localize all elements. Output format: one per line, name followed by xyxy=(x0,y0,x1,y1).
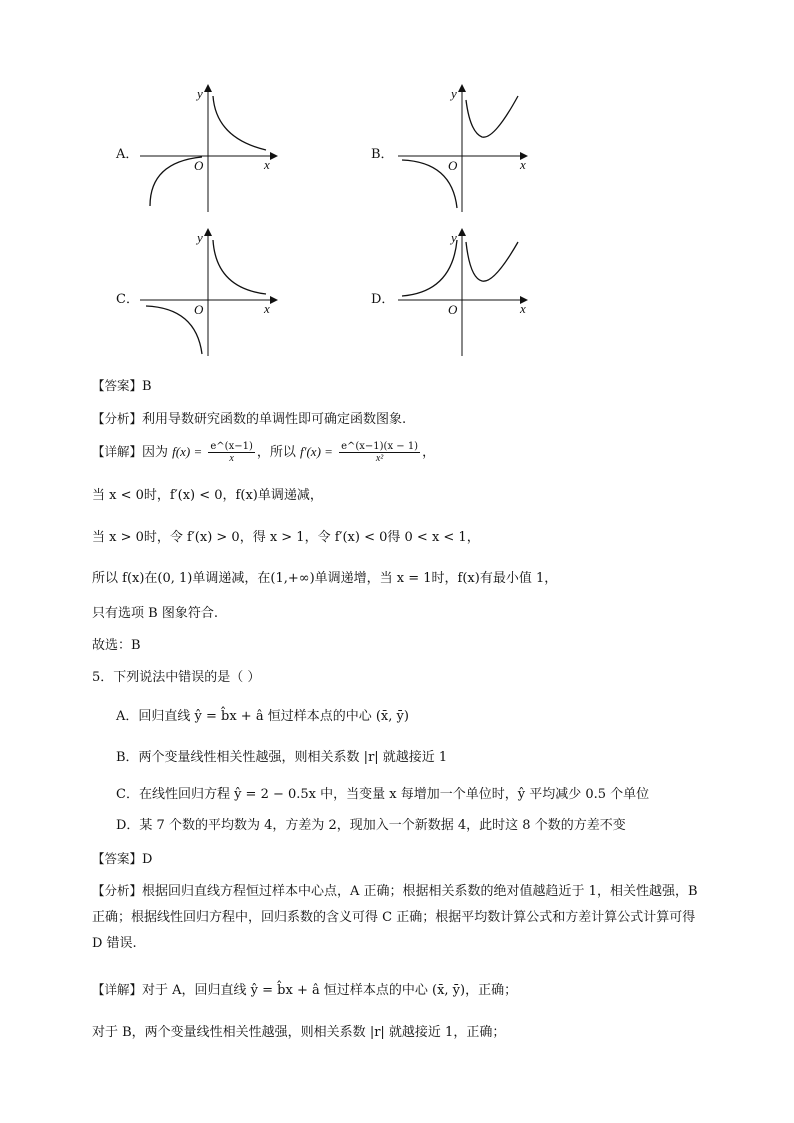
q5-analysis: 【分析】根据回归直线方程恒过样本中心点，A 正确；根据相关系数的绝对值越趋近于 1，相关性越强，B 正确；根据线性回归方程中，回归系数的含义可得 C 正确；根据平均数计算公式和方差计算公式计算可得 D 错误. xyxy=(92,883,698,951)
fraction-f-prime: $\frac{e\^{}(x-1)(x - 1)}{\text{x²}}$ xyxy=(341,441,419,464)
y-axis-arrow xyxy=(204,84,212,92)
y-axis-label: y xyxy=(197,230,203,245)
curve-right-branch xyxy=(466,242,518,281)
q4-detail-line-3: 当 x > 0时，令 f′(x) > 0，得 x > 1，令 f′(x) < 0得 0 < x < 1， xyxy=(92,530,480,545)
option-a-label: A． xyxy=(116,147,139,162)
y-axis-label: y xyxy=(451,86,457,101)
y-axis-arrow xyxy=(458,84,466,92)
q5-stem: 5．下列说法中错误的是（ ） xyxy=(92,670,261,685)
y-axis-arrow xyxy=(458,228,466,236)
option-c-label: C． xyxy=(116,292,139,307)
x-axis-arrow xyxy=(270,296,278,304)
origin-label: O xyxy=(194,158,204,173)
q5-detail-line-2: 对于 B，两个变量线性相关性越强，则相关系数 |r| 就越接近 1，正确； xyxy=(92,1025,506,1040)
graph-option-d xyxy=(396,226,536,358)
q5-answer: 【答案】D xyxy=(92,851,153,867)
q5-option-b: B．两个变量线性相关性越强，则相关系数 |r| 就越接近 1 xyxy=(116,750,448,765)
curve-left-branch xyxy=(402,240,457,296)
origin-label: O xyxy=(194,302,204,317)
q4-detail-line-2: 当 x < 0时，f′(x) < 0，f(x)单调递减， xyxy=(92,488,323,503)
x-axis-label: x xyxy=(264,301,270,316)
curve-right-branch xyxy=(213,240,266,294)
q4-detail-line-5: 只有选项 B 图象符合. xyxy=(92,606,218,621)
q4-detail-line-6: 故选：B xyxy=(92,638,141,653)
q5-option-d: D．某 7 个数的平均数为 4，方差为 2，现加入一个新数据 4，此时这 8 个数的方差不变 xyxy=(116,818,626,833)
graph-option-b xyxy=(396,82,536,214)
option-d-label: D． xyxy=(371,292,395,307)
curve-right-branch xyxy=(213,96,266,150)
x-axis-label: x xyxy=(520,301,526,316)
q4-answer: 【答案】B xyxy=(92,378,152,394)
q5-detail-line-1: 【详解】对于 A，回归直线 ŷ = b̂x + â 恒过样本点的中心 (x̄, ȳ)，正确； xyxy=(92,982,518,998)
graph-option-c xyxy=(138,226,278,358)
x-axis-arrow xyxy=(270,152,278,160)
q4-analysis: 【分析】利用导数研究函数的单调性即可确定函数图象. xyxy=(92,411,407,427)
graph-option-a xyxy=(138,82,278,214)
y-axis-label: y xyxy=(451,230,457,245)
fraction-f: $\frac{e\^{}(x-1)}{x}$ xyxy=(210,441,253,464)
q5-option-c: C．在线性回归方程 ŷ = 2 − 0.5x 中，当变量 x 每增加一个单位时，ŷ 平均减少 0.5 个单位 xyxy=(116,787,650,802)
y-axis-arrow xyxy=(204,228,212,236)
origin-label: O xyxy=(448,158,458,173)
option-b-label: B． xyxy=(371,147,394,162)
q4-detail-line-4: 所以 f(x)在(0, 1)单调递减，在(1,+∞)单调递增，当 x = 1时，f(x)有最小值 1， xyxy=(92,571,558,586)
origin-label: O xyxy=(448,302,458,317)
y-axis-label: y xyxy=(197,86,203,101)
q4-detail-line-1: 【详解】因为 f(x) = $\frac{e\^{}(x-1)}{x}$ ，所以 f′(x) = $\frac{e\^{}(x-1)(x - 1)}{\text{x²}}$ ， xyxy=(92,441,436,464)
x-axis-label: x xyxy=(520,157,526,172)
x-axis-label: x xyxy=(264,157,270,172)
q5-option-a: A．回归直线 ŷ = b̂x + â 恒过样本点的中心 (x̄, ȳ) xyxy=(116,709,409,724)
curve-right-branch xyxy=(466,96,518,137)
